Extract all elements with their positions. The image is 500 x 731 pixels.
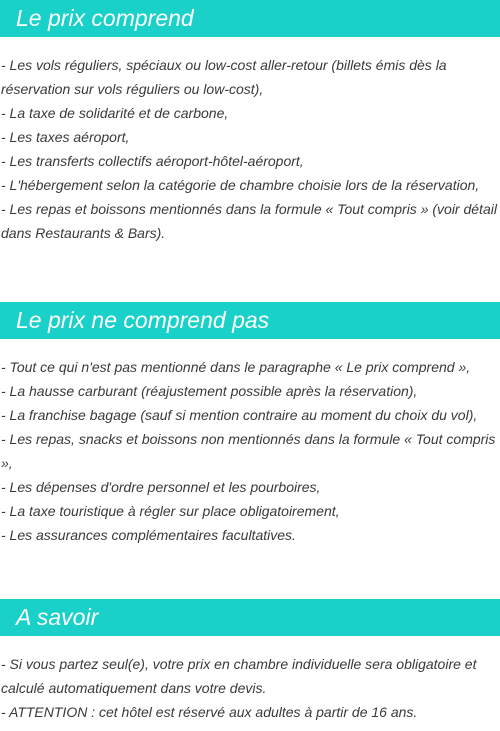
list-item: - Les transferts collectifs aéroport-hôtel-aéroport,	[1, 153, 304, 169]
section-title: Le prix comprend	[0, 0, 500, 37]
list-item: - La taxe touristique à régler sur place obligatoirement,	[1, 503, 340, 519]
section-price-includes	[0, 0, 500, 245]
section-title: Le prix ne comprend pas	[0, 302, 500, 339]
list-item: - Les vols réguliers, spéciaux ou low-cost aller-retour (billets émis dès la réservation sur vols réguliers ou low-cost),	[1, 57, 447, 97]
list-item: - La hausse carburant (réajustement possible après la réservation),	[1, 383, 418, 399]
list-item: - La franchise bagage (sauf si mention contraire au moment du choix du vol),	[1, 407, 478, 423]
list-item: - Les dépenses d'ordre personnel et les pourboires,	[1, 479, 321, 495]
section-price-excludes	[0, 302, 500, 547]
list-item: - Si vous partez seul(e), votre prix en chambre individuelle sera obligatoire et calculé automatiquement dans votre devis.	[1, 656, 477, 696]
list-item: - L'hébergement selon la catégorie de chambre choisie lors de la réservation,	[1, 177, 480, 193]
list-item: - Les taxes aéroport,	[1, 129, 130, 145]
list-item: - Les assurances complémentaires facultatives.	[1, 527, 296, 543]
item-list	[0, 53, 500, 245]
list-item: - Tout ce qui n'est pas mentionné dans le paragraphe « Le prix comprend »,	[1, 359, 471, 375]
item-list	[0, 355, 500, 547]
list-item: - ATTENTION : cet hôtel est réservé aux adultes à partir de 16 ans.	[1, 704, 418, 720]
section-title: A savoir	[0, 599, 500, 636]
list-item: - Les repas et boissons mentionnés dans la formule « Tout compris » (voir détail dans Restaurants & Bars).	[1, 201, 497, 241]
list-item: - La taxe de solidarité et de carbone,	[1, 105, 229, 121]
item-list	[0, 652, 500, 724]
list-item: - Les repas, snacks et boissons non mentionnés dans la formule « Tout compris »,	[1, 431, 496, 471]
section-good-to-know	[0, 599, 500, 724]
